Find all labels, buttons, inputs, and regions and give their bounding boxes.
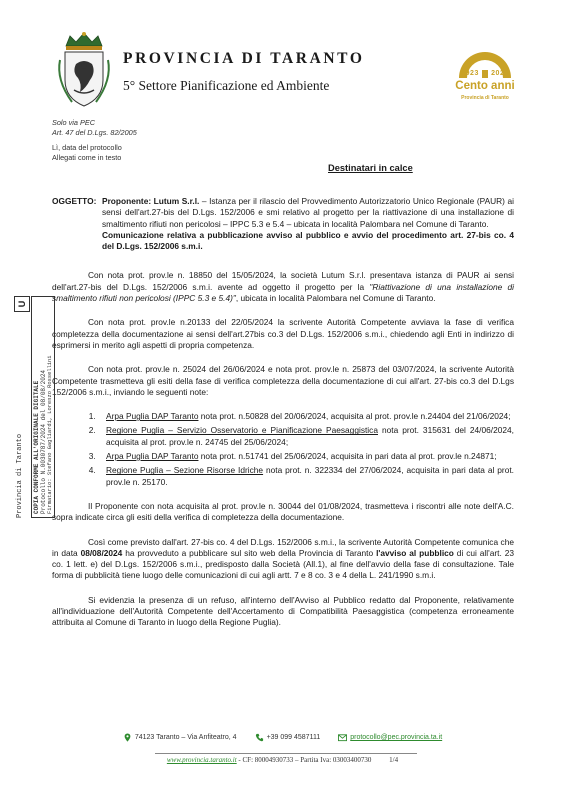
delivery-info [52, 118, 137, 138]
paragraph-3: Con nota prot. prov.le n. 25024 del 26/06/2024 e nota prot. prov.le n. 25873 del 03/07/2024, la scrivente Autorità Competente trasmetteva gli esiti della fase di verifica completezza della documentazione di cui all'art. 27-bis co.3 del D.Lgs 152/2006 s.m.i., inviando le seguenti note: [52, 364, 514, 397]
logo-subtitle: Provincia di Taranto [461, 95, 509, 101]
legal-reference: Art. 47 del D.Lgs. 82/2005 [52, 128, 137, 137]
paragraph-4: Il Proponente con nota acquisita al prot. prov.le n. 30044 del 01/08/2024, trasmetteva i riscontri alle note dell'A.C. sopra indicate circa gli esiti della verifica di completezza della documentazione. [52, 500, 514, 523]
mail-icon [338, 733, 347, 742]
footer-email[interactable]: protocollo@pec.provincia.ta.it [338, 733, 442, 742]
map-pin-icon [123, 733, 132, 742]
recipients-heading: Destinatari in calce [328, 163, 413, 173]
footer-tax-info: - CF: 80004930733 – Partita Iva: 03003400730 [236, 756, 372, 764]
paragraph-5: Così come previsto dall'art. 27-bis co. 4 del D.Lgs. 152/2006 s.m.i., la scrivente Autorità Competente comunica che in data 08/08/2024 ha provveduto a pubblicare sul sito web della Provincia di Taranto l'avviso al pubblico di cui all'art. 23 co. 1 lett. e) del D.Lgs. 152/2006 s.m.i., predisposto dalla Società (All.1), al fine dell'avvio della fase di consultazione. Tale forma di pubblicità tiene luogo delle comunicazioni di cui agli artt. 7 e 8 co. 3 e 4 della L. 241/1990 s.m.i. [52, 536, 514, 581]
list-item: 1. Arpa Puglia DAP Taranto nota prot. n.50828 del 20/06/2024, acquisita al prot. prov.le n.24404 del 21/06/2024; [98, 411, 514, 422]
letter-body [52, 196, 514, 629]
logo-title: Cento anni [455, 80, 515, 92]
crest-icon [52, 30, 116, 110]
footer-address: 74123 Taranto – Via Anfiteatro, 4 [123, 733, 237, 742]
footer-legal [0, 756, 565, 764]
protocol-stamp [14, 296, 54, 518]
footer-website-link[interactable]: www.provincia.taranto.it [166, 756, 237, 764]
subject-proponent: Proponente: Lutum S.r.l. [102, 196, 200, 206]
province-crest [52, 30, 116, 110]
stamp-signer-line: Firmatario: Stefano Gagliardi, Lorenzo Rossellini [47, 355, 53, 514]
stamp-protocol-line: Protocollo N.0030787/2024 del 08/08/2024 [40, 369, 47, 514]
phone-icon [255, 733, 264, 742]
subject-block [52, 196, 514, 252]
paragraph-1: Con nota prot. prov.le n. 18850 del 15/05/2024, la società Lutum S.r.l. presentava istanza di PAUR ai sensi dell'art.27-bis del D.Lgs. 152/2006 s.m.i. avente ad oggetto il progetto per la "Riattivazione di una installazione di smaltimento rifiuti non pericolosi (IPPC 5.3 e 5.4)", ubicata in località Palombara nel Comune di Taranto. [52, 270, 514, 304]
subject-text: – Istanza per il rilascio del Provvedimento Autorizzatorio Unico Regionale (PAUR) ai sensi dell'art.27-bis del D.Lgs. 152/2006 e smi relativo al progetto per la riattivazione di una installazione di smaltimento rifiuti non pericolosi – IPPC 5.3 e 5.4 – ubicata in località Palombara nel Comune di Taranto. [102, 196, 514, 229]
place-date: Lì, data del protocollo [52, 143, 122, 152]
sector-name: 5° Settore Pianificazione ed Ambiente [123, 78, 330, 93]
subject-communication: Comunicazione relativa a pubblicazione avviso al pubblico e avvio del procedimento art. 27-bis co. 4 del D.Lgs. 152/2006 s.m.i. [102, 229, 514, 252]
list-item: 2. Regione Puglia – Servizio Osservatorio e Pianificazione Paesaggistica nota prot. 315631 del 24/06/2024, acquisita al prot. prov.le n. 24745 del 25/06/2024; [98, 425, 514, 448]
paragraph-6: Si evidenzia la presenza di un refuso, all'interno dell'Avviso al Pubblico redatto dal Proponente, relativamente all'individuazione dell'Autorità Competente dell'Accertamento di Compatibilità Paesaggistica (competenza erroneamente attribuita al Comune di Taranto in luogo della Regione Puglia). [52, 594, 514, 628]
notes-list [52, 411, 514, 488]
list-item: 4. Regione Puglia – Sezione Risorse Idriche nota prot. n. 322334 del 27/06/2024, acquisita in pari data al prot. prov.le n. 25170. [98, 465, 514, 488]
stamp-letter: U [14, 296, 30, 312]
centenary-logo [447, 40, 523, 112]
list-item: 3. Arpa Puglia DAP Taranto nota prot. n.51741 del 25/06/2024, acquisita in pari data al prot. prov.le n.24871; [98, 451, 514, 462]
footer-phone: +39 099 4587111 [255, 733, 321, 742]
delivery-method: Solo via PEC [52, 118, 95, 127]
stamp-box [31, 296, 55, 518]
subject-label: OGGETTO: [52, 196, 97, 206]
attachments-note: Allegati come in testo [52, 153, 122, 162]
document-info [52, 143, 122, 163]
stamp-copy-line: COPIA CONFORME ALL'ORIGINALE DIGITALE [33, 380, 40, 514]
stamp-province: Provincia di Taranto [16, 433, 24, 518]
logo-years: 1923 ▲ 2023 [461, 70, 509, 77]
footer-contacts [0, 733, 565, 742]
paragraph-2: Con nota prot. prov.le n.20133 del 22/05/2024 la scrivente Autorità Competente avviava la fase di verifica completezza della documentazione ai sensi dell'art.27bis co.3 del D.Lgs. 152/2006 s.m.i., chiedendo agli Enti in indirizzo di esprimersi in merito agli aspetti di propria competenza. [52, 317, 514, 350]
page-number: 1/4 [389, 756, 399, 764]
footer-divider [155, 753, 417, 754]
organization-name: PROVINCIA DI TARANTO [123, 50, 365, 67]
